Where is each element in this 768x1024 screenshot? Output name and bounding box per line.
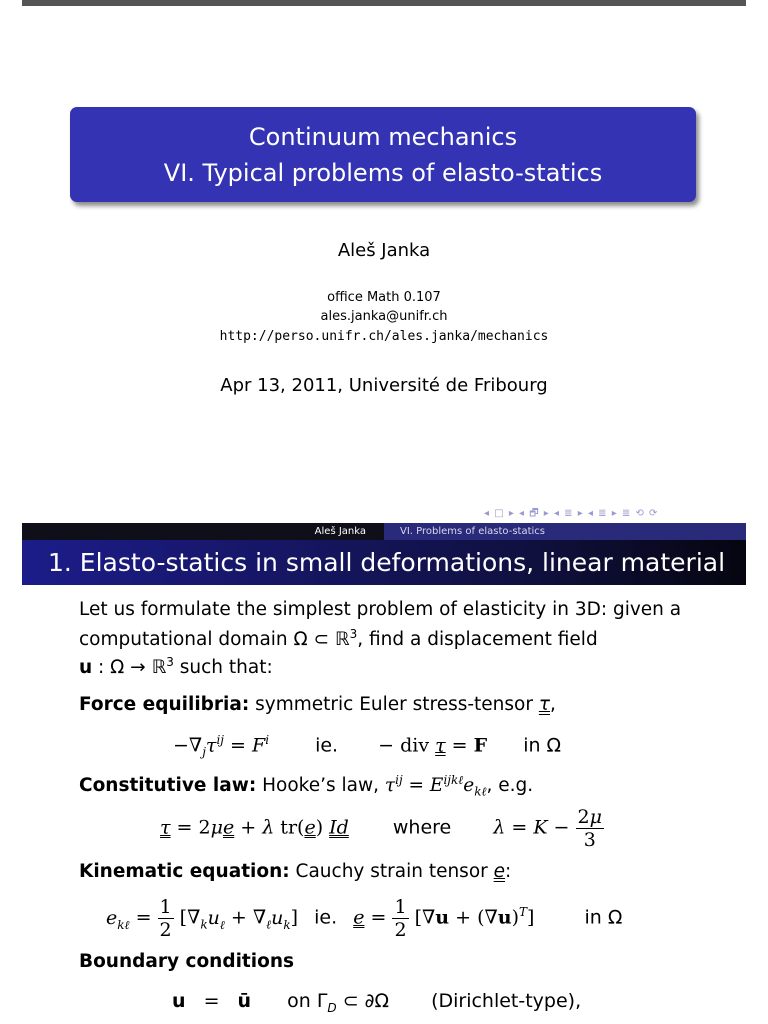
intro-line-3 bbox=[79, 655, 273, 678]
boundary-heading: Boundary conditions bbox=[79, 951, 295, 972]
force-text: symmetric Euler stress-tensor bbox=[249, 694, 539, 715]
bc-eq: = bbox=[203, 990, 220, 1012]
intro-line-1: Let us formulate the simplest problem of elasticity in 3D: given a bbox=[79, 599, 682, 620]
const-label: Constitutive law: bbox=[79, 775, 257, 797]
force-ie: ie. bbox=[315, 734, 339, 757]
author: Aleš Janka bbox=[337, 240, 431, 261]
intro-line-2 bbox=[79, 627, 598, 650]
force-label: Force equilibria: bbox=[79, 694, 250, 715]
frame-title: 1. Elasto-statics in small deformations, linear material bbox=[22, 540, 746, 585]
bc-ubar: ū bbox=[237, 990, 252, 1012]
header-section: VI. Problems of elasto-statics bbox=[400, 526, 546, 537]
office: office Math 0.107 bbox=[327, 290, 441, 305]
header-strip bbox=[22, 523, 746, 540]
constitutive-heading: Constitutive law: Hooke’s law, $\tau^{ij} = E^{ijk\ell}e_{k\ell}$, e.g. bbox=[79, 773, 534, 799]
force-heading: Force equilibria: symmetric Euler stress-tensor τ, bbox=[79, 694, 556, 715]
kinematic-heading: Kinematic equation: Cauchy strain tensor e: bbox=[79, 861, 512, 882]
hooke-equation: τ = 2μe + λ tr(e) Id where λ = K − $\frac{2\mu}{3}$ bbox=[160, 806, 602, 851]
const-where: where bbox=[392, 816, 452, 839]
bc-type: (Dirichlet-type), bbox=[431, 990, 582, 1012]
intro-line-3-c: such that: bbox=[173, 657, 273, 679]
course-url[interactable]: http://perso.unifr.ch/ales.janka/mechanics bbox=[219, 329, 549, 344]
title-line-2: VI. Typical problems of elasto-statics bbox=[163, 159, 603, 187]
const-text: Hooke’s law, bbox=[256, 775, 385, 797]
top-rule bbox=[22, 0, 746, 6]
force-equation: $-\nabla_j\tau^{ij} = F^i$ ie. − div τ = F in Ω bbox=[173, 733, 562, 760]
intro-line-3-b: : Ω → ℝ bbox=[92, 657, 167, 679]
date: Apr 13, 2011, Université de Fribourg bbox=[220, 375, 548, 396]
intro-line-2-b: , find a displacement field bbox=[357, 629, 598, 651]
boundary-equation bbox=[172, 990, 581, 1015]
kin-ie: ie. bbox=[314, 906, 338, 929]
title-line-1: Continuum mechanics bbox=[248, 123, 518, 151]
intro-line-3-u: u bbox=[79, 657, 93, 679]
tau-symbol: τ bbox=[538, 694, 550, 715]
kin-in: in Ω bbox=[584, 906, 623, 929]
intro-line-2-a: computational domain Ω ⊂ ℝ bbox=[79, 629, 350, 651]
kin-label: Kinematic equation: bbox=[79, 861, 290, 882]
force-in: in Ω bbox=[523, 734, 562, 757]
bc-sub: D bbox=[327, 1000, 337, 1015]
intro-line-3-sup: 3 bbox=[166, 655, 174, 669]
bc-on: on Γ bbox=[287, 990, 328, 1012]
beamer-navigation[interactable]: ◂ □ ▸ ◂ 🗗 ▸ ◂ ≣ ▸ ◂ ≣ ▸ ≣ ⟲ ⟳ bbox=[484, 508, 659, 519]
const-eg: , e.g. bbox=[486, 775, 534, 797]
bc-u: u bbox=[172, 990, 186, 1012]
header-author: Aleš Janka bbox=[314, 526, 366, 537]
kin-text: Cauchy strain tensor bbox=[289, 861, 494, 882]
email[interactable]: ales.janka@unifr.ch bbox=[320, 309, 448, 324]
bc-rest: ⊂ ∂Ω bbox=[336, 990, 390, 1012]
intro-line-2-sup: 3 bbox=[349, 627, 358, 641]
strain-equation: $e_{k\ell}$ = $\frac{1}{2}$ $[\nabla_ku_\ell + \nabla_\ell u_k]$ ie. e = $\frac{1}{2}$ $[\nabla u + (\nabla u)^T]$ in Ω bbox=[106, 896, 623, 941]
title-box bbox=[70, 107, 696, 202]
